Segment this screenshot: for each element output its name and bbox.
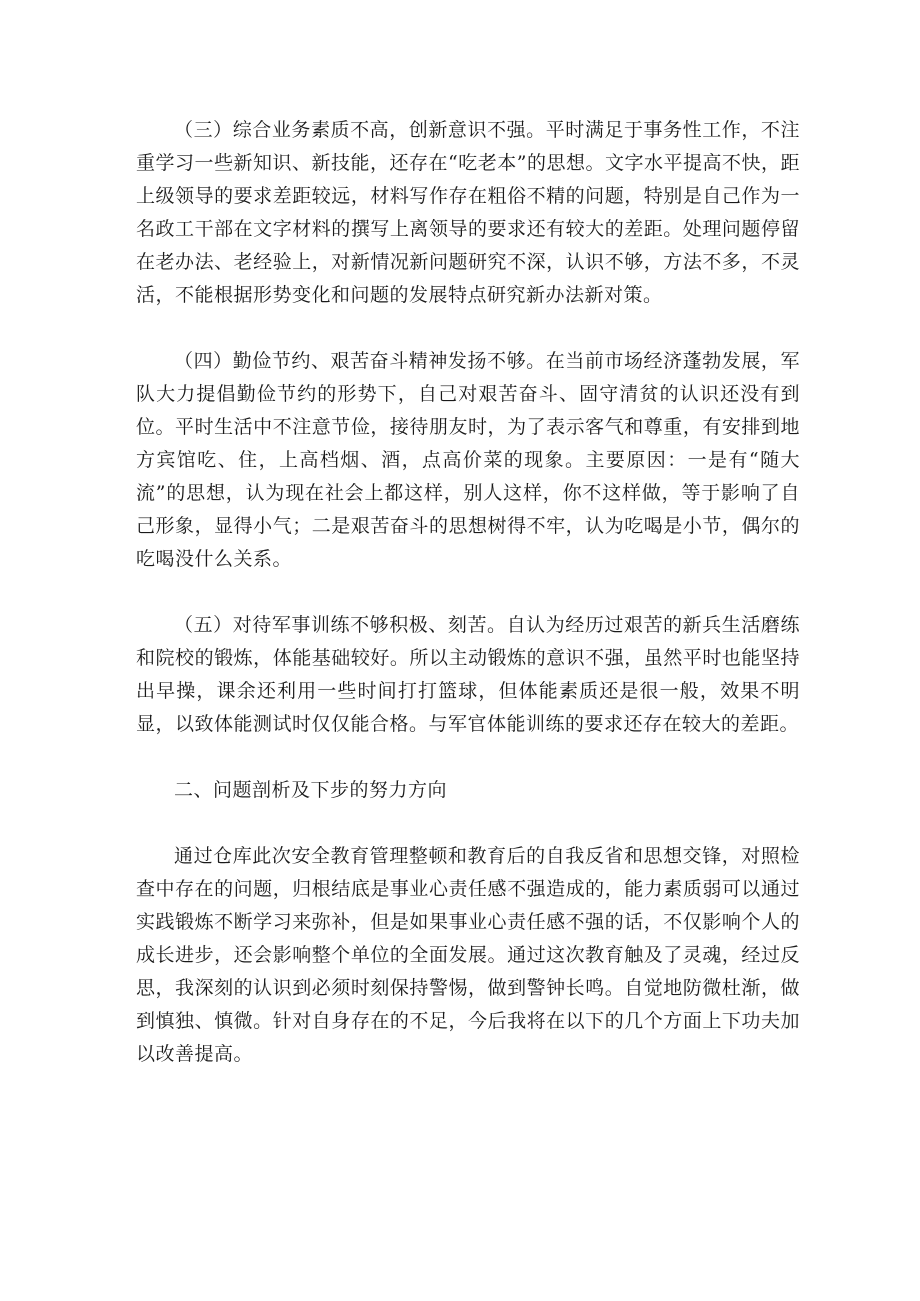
document-body: [136, 114, 800, 1071]
section-heading: 二、问题剖析及下步的努力方向: [174, 779, 448, 801]
paragraph-section-3: （三）综合业务素质不高，创新意识不强。平时满足于事务性工作，不注重学习一些新知识、新技能，还存在“吃老本”的思想。文字水平提高不快，距上级领导的要求差距较远，材料写作存在粗俗不精的问题，特别是自己作为一名政工干部在文字材料的撰写上离领导的要求还有较大的差距。处理问题停留在老办法、老经验上，对新情况新问题研究不深，认识不够，方法不多，不灵活，不能根据形势变化和问题的发展特点研究新办法新对策。: [136, 119, 800, 306]
paragraph-section-5: （五）对待军事训练不够积极、刻苦。自认为经历过艰苦的新兵生活磨练和院校的锻炼，体能基础较好。所以主动锻炼的意识不强，虽然平时也能坚持出早操，课余还利用一些时间打打篮球，但体能素质还是很一般，效果不明显，以致体能测试时仅仅能合格。与军官体能训练的要求还存在较大的差距。: [136, 614, 800, 735]
paragraph-section-4: （四）勤俭节约、艰苦奋斗精神发扬不够。在当前市场经济蓬勃发展，军队大力提倡勤俭节约的形势下，自己对艰苦奋斗、固守清贫的认识还没有到位。平时生活中不注意节俭，接待朋友时，为了表示客气和尊重，有安排到地方宾馆吃、住，上高档烟、酒，点高价菜的现象。主要原因：一是有“随大流”的思想，认为现在社会上都这样，别人这样，你不这样做，等于影响了自己形象，显得小气；二是艰苦奋斗的思想树得不牢，认为吃喝是小节，偶尔的吃喝没什么关系。: [136, 350, 800, 570]
closing-paragraph: 通过仓库此次安全教育管理整顿和教育后的自我反省和思想交锋，对照检查中存在的问题，归根结底是事业心责任感不强造成的，能力素质弱可以通过实践锻炼不断学习来弥补，但是如果事业心责任感不强的话，不仅影响个人的成长进步，还会影响整个单位的全面发展。通过这次教育触及了灵魂，经过反思，我深刻的认识到必须时刻保持警惕，做到警钟长鸣。自觉地防微杜渐，做到慎独、慎微。针对自身存在的不足，今后我将在以下的几个方面上下功夫加以改善提高。: [136, 845, 800, 1065]
